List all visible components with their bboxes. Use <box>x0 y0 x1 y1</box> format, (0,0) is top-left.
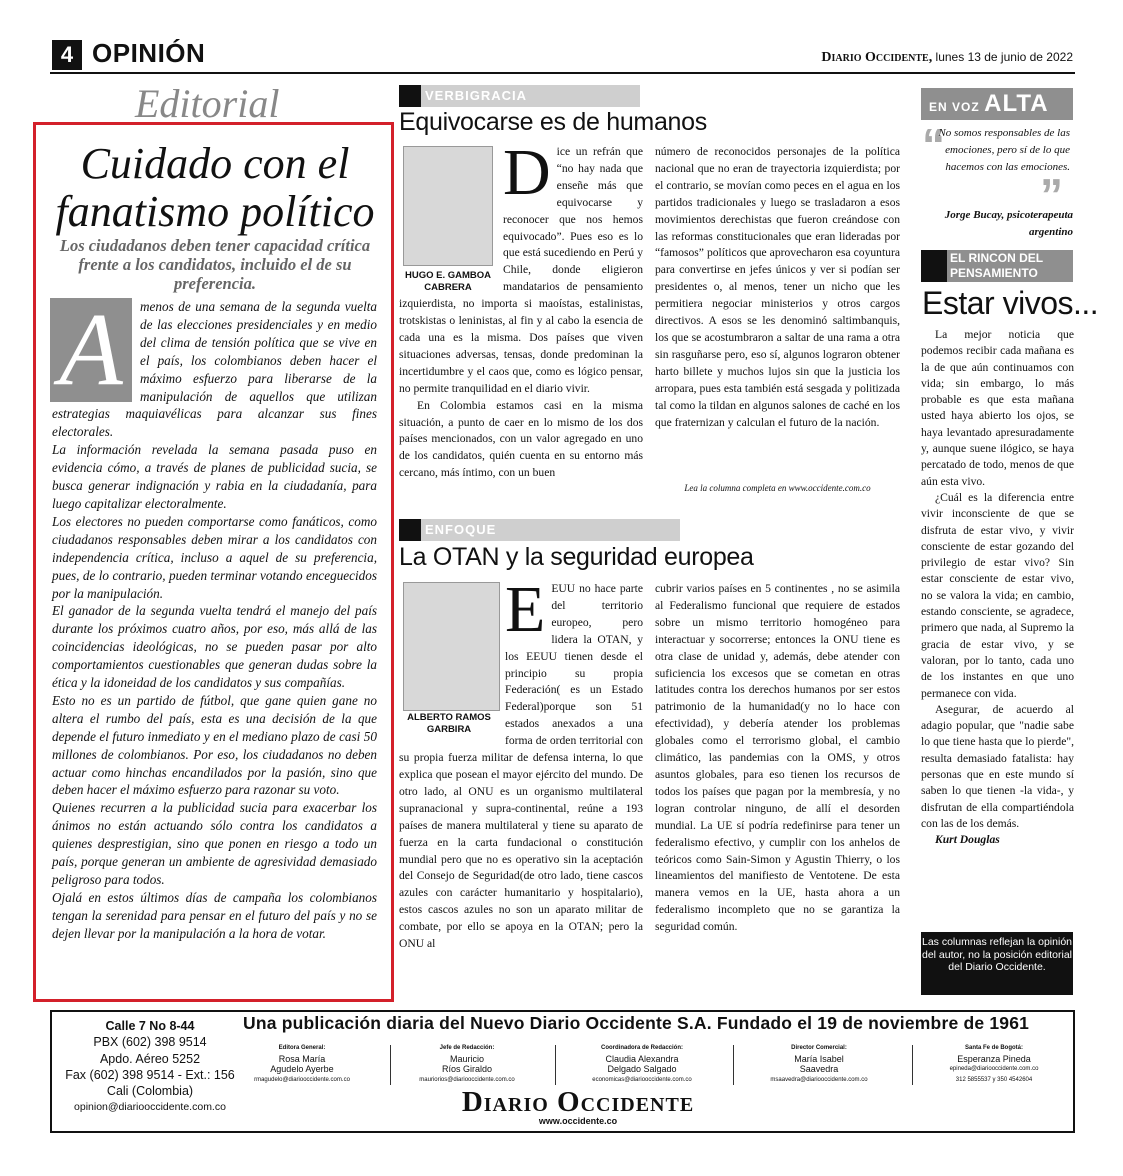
address-line: Calle 7 No 8-44 <box>105 1019 195 1033</box>
editorial-paragraph: Ojalá en estos últimos días de campaña los colombianos tengan la serenidad para pensar en el futuro del país y no se dejen llevar por la manipulación a la hora de votar. <box>52 889 377 941</box>
page-number: 4 <box>52 40 82 70</box>
editorial-title <box>40 140 390 236</box>
paper-name: Diario Occidente, <box>821 50 933 65</box>
staff-phone: 312 5855537 y 350 4542604 <box>955 1076 1033 1083</box>
staff-entry <box>567 1043 717 1085</box>
staff-entry <box>744 1043 894 1085</box>
verbigracia-dropcap: D <box>503 136 551 209</box>
issue-date: lunes 13 de junio de 2022 <box>935 50 1073 64</box>
author-name-line-1: ALBERTO RAMOS <box>407 712 491 723</box>
kicker-block <box>399 85 421 107</box>
en-voz-alta-label <box>921 88 1073 120</box>
editorial-paragraph: Esto no es un partido de fútbol, que gane quien gane no altera el rumbo del país, esta es una decisión de la que depende el futuro inmediato y en el mediano plazo de casi 50 millones de colombianos. Por eso, los ciudadanos no deben actuar como hinchas encandilados por la pasión, sino que deben hacer el máximo esfuerzo para razonar su voto. <box>52 692 377 798</box>
masthead <box>821 50 1073 66</box>
staff-name: Agudelo Ayerbe <box>270 1064 334 1074</box>
divider <box>390 1045 391 1085</box>
kicker-text: EL RINCON DEL PENSAMIENTO <box>947 250 1073 282</box>
editorial-title-line-1: Cuidado con el <box>80 139 350 188</box>
staff-name: Esperanza Pineda <box>957 1053 1031 1064</box>
divider <box>733 1045 734 1085</box>
staff-entry <box>227 1043 377 1085</box>
editorial-title-line-2: fanatismo político <box>55 187 375 236</box>
author-name-line-2: CABRERA <box>424 282 472 293</box>
contact-address <box>50 1018 250 1116</box>
verbigracia-kicker <box>399 85 640 107</box>
verbigracia-col-2 <box>655 144 900 431</box>
staff-name: Claudia Alexandra <box>605 1053 679 1064</box>
rincon-body <box>921 327 1074 849</box>
staff-role: Editora General: <box>278 1045 326 1051</box>
staff-entry <box>392 1043 542 1085</box>
editorial-paragraph: Los electores no pueden comportarse como fanáticos, como ciudadanos responsables deben mirar a los candidatos con independencia crítica, incluso a aquel de su preferencia, pues, de lo contrario, pueden terminar votando enceguecidos por la manipulación. <box>52 513 377 601</box>
city-line: Cali (Colombia) <box>106 1084 194 1099</box>
staff-name: Rosa María <box>278 1053 326 1064</box>
verbigracia-title: Equivocarse es de humanos <box>399 108 707 136</box>
contact-email[interactable]: opinion@diariooccidente.com.co <box>74 1101 226 1114</box>
label-big: ALTA <box>984 90 1049 117</box>
author-name-line-1: HUGO E. GAMBOA <box>404 270 492 281</box>
staff-role: Coordinadora de Redacción: <box>600 1045 683 1051</box>
disclaimer-box: Las columnas reflejan la opinión del autor, no la posición editorial del Diario Occidente. <box>921 932 1073 995</box>
verbigracia-col-1 <box>399 136 643 482</box>
author-name-line-2: GARBIRA <box>426 724 472 735</box>
enfoque-col-1 <box>399 573 643 953</box>
staff-name: Saavedra <box>799 1064 839 1074</box>
quote-text: No somos responsables de las emociones, pero sí de lo que hacemos con las emociones. <box>938 127 1070 173</box>
dropcap-spacer <box>52 298 140 401</box>
staff-role: Director Comercial: <box>791 1045 847 1051</box>
editorial-paragraph: Quienes recurren a la publicidad sucia para exacerbar los ánimos no están actuando sólo contra los candidatos a quienes desprestigian, sino que ponen en riesgo a todo un país, porque generan un ambiente de agresividad demasiado peligroso para todos. <box>52 800 377 887</box>
rincon-kicker <box>921 250 1073 282</box>
enfoque-dropcap: E <box>505 573 546 646</box>
column-paragraph: cubrir varios países en 5 continentes , no se asimila al Federalismo funcional que requiere de estados sobre un mismo territorio homogéneo para interactuar y socorrerse; entonces la ONU tiene es otra clase de unidad y, además, debe atender con suficiencia los excesos que se cometan en otras latitudes contra los derechos humanos por ser estos patrimonio de la humanidad(y no lo hace con efectividad), y debería atender los problemas globales como el terrorismo global, el cambio climático, las pandemias con la OMS, y otros asuntos globales, para eso tienen los recursos de todos los países que pagan por la membresía, y no logran controlar ninguno, de allí el desorden mundial. La UE sí podría redefinirse para tener un federalismo efectivo, y cumplir con los anhelos de teóricos como Sain-Simon y Agustin Thierry, o los lineamientos del manifiesto de Ventotene. De esta manera vemos en la UE, hasta ahora a un federalismo incompleto que no se garantiza la seguridad común. <box>655 582 900 934</box>
label-small: EN VOZ <box>929 100 980 114</box>
staff-email[interactable]: rmagudelo@diariooccidente.com.co <box>254 1076 350 1083</box>
photo-spacer <box>399 144 503 289</box>
website-link[interactable]: www.occidente.co <box>538 1116 618 1126</box>
editorial-subtitle: Los ciudadanos deben tener capacidad crítica frente a los candidatos, incluido el de su preferencia. <box>59 236 371 293</box>
editorial-paragraph: El ganador de la segunda vuelta tendrá el manejo del país durante los próximos cuatro años, por eso, más allá de las coincidencias ideológicas, no se pueden pasar por alto comportamientos cuestionables que generan dudas sobre la ética y la idoneidad de los candidatos y sus compañías. <box>52 603 377 691</box>
editorial-paragraph: menos de una semana de la segunda vuelta de las elecciones presidenciales y en medio del clima de tensión política que se vive en el país, los colombianos deben hacer el máximo esfuerzo para liberarse de la manipulación de aquellos que utilizan estrategias maquiavélicas para alcanzar sus fines electorales. <box>52 299 377 440</box>
kicker-text: ENFOQUE <box>421 519 680 541</box>
divider <box>912 1045 913 1085</box>
header-rule <box>50 72 1075 74</box>
enfoque-title: La OTAN y la seguridad europea <box>399 543 754 571</box>
staff-entry <box>924 1043 1064 1085</box>
staff-role: Santa Fe de Bogotá: <box>964 1045 1023 1051</box>
staff-email[interactable]: economicas@diariooccidente.com.co <box>592 1076 692 1083</box>
phone-line: PBX (602) 398 9514 <box>93 1035 207 1050</box>
read-more-note: Lea la columna completa en www.occidente.com.co <box>684 483 871 493</box>
column-paragraph: EUU no hace parte del territorio europeo, pero lidera la OTAN, y los EEUU tienen desde el principio su propia Federación( es un Estado Federal)porque son 51 estados anexados a una forma de orden territorial con su propia fuerza militar de defensa interna, lo que explica que posean el mayor ejército del mundo. De otro lado, al ONU es un organismo multilateral supranacional y supra-continental, reúne a 193 países de manera multilateral y tiene su aparato de fuerza en la carta fundacional o constitución mundial pero que no es operativo sin la aceptación del Consejo de Seguridad(de otro lado, tiene cascos azules con carácter humanitario y hospitalario), estos cascos azules no son un aparato militar de combate, por ello se apoya en la OTAN; pero la ONU al <box>399 582 643 951</box>
enfoque-col-2 <box>655 581 900 936</box>
newspaper-logo: Diario Occidente <box>461 1086 695 1118</box>
fax-line: Fax (602) 398 9514 - Ext.: 156 <box>65 1067 235 1082</box>
column-paragraph: En Colombia estamos casi en la misma situación, a punto de caer en lo mismo de los dos países mencionados, con un valor agregado en uno de los candidatos, quién cuenta en su entorno más cercano, más íntimo, con un buen <box>399 398 643 480</box>
address-line: Apdo. Aéreo 5252 <box>99 1051 201 1066</box>
photo-spacer <box>399 581 505 741</box>
editorial-paragraph: La información revelada la semana pasada puso en evidencia cómo, a través de planes de publicidad sucia, se busca generar indignación y rabia en la ciudadanía, para luego capitalizar electoralmente. <box>52 442 377 511</box>
editorial-label: Editorial <box>135 81 280 126</box>
enfoque-kicker <box>399 519 680 541</box>
staff-email[interactable]: msaavedra@diariooccidente.com.co <box>770 1076 868 1083</box>
column-paragraph: Asegurar, de acuerdo al adagio popular, que "nadie sabe lo que tiene hasta que lo pierde", resulta demasiado fatalista: hay personas que en este mundo sí saben lo que tienen -la vida-, y disfrutan de ella compartiéndola con las de los demás. <box>921 702 1074 830</box>
staff-email[interactable]: epineda@diariooccidente.com.co <box>949 1066 1039 1072</box>
kicker-block <box>399 519 421 541</box>
section-title: OPINIÓN <box>92 38 206 68</box>
staff-name: Delgado Salgado <box>607 1064 677 1074</box>
rincon-title: Estar vivos... <box>922 285 1099 321</box>
kicker-text: VERBIGRACIA <box>421 85 640 107</box>
staff-name: Ríos Giraldo <box>441 1064 493 1074</box>
kicker-block <box>921 250 947 282</box>
staff-name: María Isabel <box>794 1053 844 1064</box>
publication-statement: Una publicación diaria del Nuevo Diario Occidente S.A. Fundado el 19 de noviembre de 1961 <box>243 1013 1030 1033</box>
quote-author: Jorge Bucay, psicoterapeuta argentino <box>944 209 1073 238</box>
column-paragraph: ¿Cuál es la diferencia entre vivir inconsciente de que se disfruta de estar vivo, y vivir consciente de estar gozando del privilegio de estar vivo? Sin estar consciente de estar vivo, no se valora la vida; en cambio, estando consciente, se agradece, primero que nada, al Supremo la gracia de estar vivo, y se valoran, por lo tanto, cada uno de los instantes en que uno permanece con vida. <box>921 490 1074 700</box>
editorial-dropcap: A <box>50 298 132 402</box>
staff-role: Jefe de Redacción: <box>439 1045 495 1051</box>
staff-name: Mauricio <box>449 1053 484 1064</box>
editorial-body <box>52 298 377 943</box>
column-paragraph: ice un refrán que “no hay nada que enseñe más que equivocarse y reconocer que nos hemos equivocado”. Pues eso es lo que está sucediendo en Perú y Chile, donde eligieron mandatarios de pensamiento izquierdista, no importa si maoístas, estalinistas, trotskistas o leninistas, al fin y al cabo la esencia de cada una es la misma. Dos países que viven situaciones adversas, tensas, donde predominan la incertidumbre y el caos que, como es lógico pensar, no permite tranquilidad en el diario vivir. <box>399 145 643 395</box>
open-quote-icon: “ <box>922 119 945 171</box>
divider <box>555 1045 556 1085</box>
column-paragraph: La mejor noticia que podemos recibir cada mañana es la de que aún continuamos con vida; sin embargo, lo más probable es que esta mañana usted haya abierto los ojos, se haya levantado apresuradamente y, aunque suene ilógico, se haya percatado de todo, menos de que aún esta vivo. <box>921 328 1074 488</box>
close-quote-icon: ” <box>1040 169 1063 221</box>
column-paragraph: número de reconocidos personajes de la política nacional que no eran de trayectoria izquierdista; por el contrario, se movían como peces en el agua en los partidos tradicionales y luego se trasladaron a esos movimientos derechistas que fueron creándose con las reformas constitucionales que eran lideradas por “famosos” políticos que aprovecharon esa coyuntura para convertirse en jefes únicos y ver si podían ser presidentes o, al menos, tener un nicho que les permitiera negociar ministerios y otros cargos directivos. A esos se les denominó saltimbanquis, los que se acostumbraron a saltar de una rama a otra sin rasguñarse pero, eso sí, algunos lograron obtener harto billete y muchos lujos sin que la justicia los arropara, pues esta también está sesgada y politizada tal como la tildan en algunos salones de caché en los que fraternizan y calculan el futuro de la nación. <box>655 145 900 429</box>
rincon-author: Kurt Douglas <box>935 833 1000 847</box>
staff-email[interactable]: mauriorios@diariooccidente.com.co <box>419 1076 515 1083</box>
